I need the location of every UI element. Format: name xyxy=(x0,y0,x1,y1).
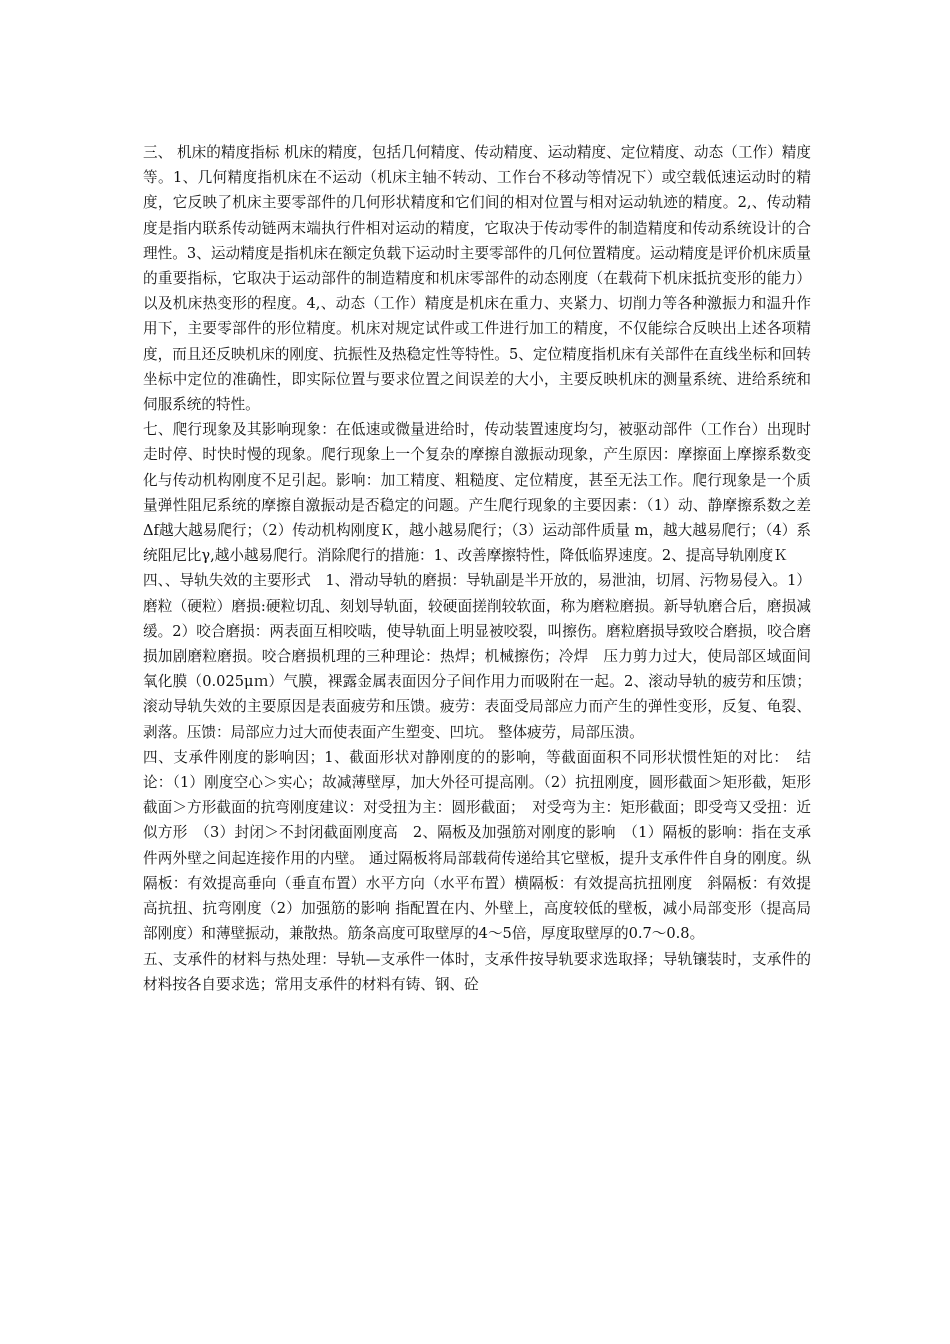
paragraph-support-stiffness: 四、支承件刚度的影响因；1、截面形状对静刚度的的影响，等截面面积不同形状惯性矩的对比： 结论：（1）刚度空心＞实心；故减薄壁厚，加大外径可提高刚。（2）抗扭刚度，圆形截面＞矩形截，矩形截面＞方形截面的抗弯刚度建议：对受扭为主：圆形截面； 对受弯为主：矩形截面；即受弯又受扭：近似方形 （3）封闭＞不封闭截面刚度高 2、隔板及加强筋对刚度的影响 （1）隔板的影响：指在支承件两外壁之间起连接作用的内壁。 通过隔板将局部载荷传递给其它壁板，提升支承件件自身的刚度。纵隔板：有效提高垂向（垂直布置）水平方向（水平布置）横隔板：有效提高抗扭刚度 斜隔板：有效提高抗扭、抗弯刚度（2）加强筋的影响 指配置在内、外壁上，高度较低的壁板，减小局部变形（提高局部刚度）和薄壁振动，兼散热。筋条高度可取壁厚的4～5倍，厚度取壁厚的0.7～0.8。 xyxy=(143,748,811,943)
document-body xyxy=(143,140,811,997)
paragraph-guideway-failure: 四、、导轨失效的主要形式 1、滑动导轨的磨损：导轨副是半开放的，易泄油，切屑、污物易侵入。1）磨粒（硬粒）磨损:硬粒切乱、刻划导轨面，较硬面搓削较软面，称为磨粒磨损。新导轨磨合后，磨损减缓。2）咬合磨损：两表面互相咬啮，使导轨面上明显被咬裂，叫擦伤。磨粒磨损导致咬合磨损，咬合磨损加剧磨粒磨损。咬合磨损机理的三种理论：热焊；机械擦伤；冷焊 压力剪力过大，使局部区域面间氧化膜（0.025μｍ）气膜，裸露金属表面因分子间作用力而吸附在一起。2、滚动导轨的疲劳和压馈；滚动导轨失效的主要原因是表面疲劳和压馈。疲劳：表面受局部应力而产生的弹性变形，反复、龟裂、剥落。压馈：局部应力过大而使表面产生塑变、凹坑。 整体疲劳，局部压溃。 xyxy=(143,572,811,741)
paragraph-crawling-phenomenon: 七、爬行现象及其影响现象：在低速或微量进给时，传动装置速度均匀，被驱动部件（工作台）出现时走时停、时快时慢的现象。爬行现象上一个复杂的摩擦自激振动现象，产生原因：摩擦面上摩擦系数变化与传动机构刚度不足引起。影响：加工精度、粗糙度、定位精度，甚至无法工作。爬行现象是一个质量弹性阻尼系统的摩擦自激振动是否稳定的问题。产生爬行现象的主要因素：（1）动、静摩擦系数之差Δf越大越易爬行；（2）传动机构刚度Ｋ，越小越易爬行；（3）运动部件质量 m，越大越易爬行；（4）系统阻尼比γ,越小越易爬行。消除爬行的措施：1、改善摩擦特性，降低临界速度。2、提高导轨刚度Ｋ xyxy=(143,421,811,565)
paragraph-machine-precision: 三、 机床的精度指标 机床的精度，包括几何精度、传动精度、运动精度、定位精度、动态（工作）精度等。1、几何精度指机床在不运动（机床主轴不转动、工作台不移动等情况下）或空载低速运动时的精度，它反映了机床主要零部件的几何形状精度和它们间的相对位置与相对运动轨迹的精度。2,、传动精度是指内联系传动链两末端执行件相对运动的精度，它取决于传动零件的制造精度和传动系统设计的合理性。3、运动精度是指机床在额定负载下运动时主要零部件的几何位置精度。运动精度是评价机床质量的重要指标，它取决于运动部件的制造精度和机床零部件的动态刚度（在载荷下机床抵抗变形的能力）以及机床热变形的程度。4,、动态（工作）精度是机床在重力、夹紧力、切削力等各种激振力和温升作用下，主要零部件的形位精度。机床对规定试件或工件进行加工的精度，不仅能综合反映出上述各项精度，而且还反映机床的刚度、抗振性及热稳定性等特性。5、定位精度指机床有关部件在直线坐标和回转坐标中定位的准确性，即实际位置与要求位置之间误差的大小，主要反映机床的测量系统、进给系统和伺服系统的特性。 xyxy=(143,144,811,414)
paragraph-support-materials: 五、支承件的材料与热处理：导轨—支承件一体时，支承件按导轨要求选取择；导轨镶装时，支承件的材料按各自要求选；常用支承件的材料有铸、钢、砼 xyxy=(143,950,811,993)
